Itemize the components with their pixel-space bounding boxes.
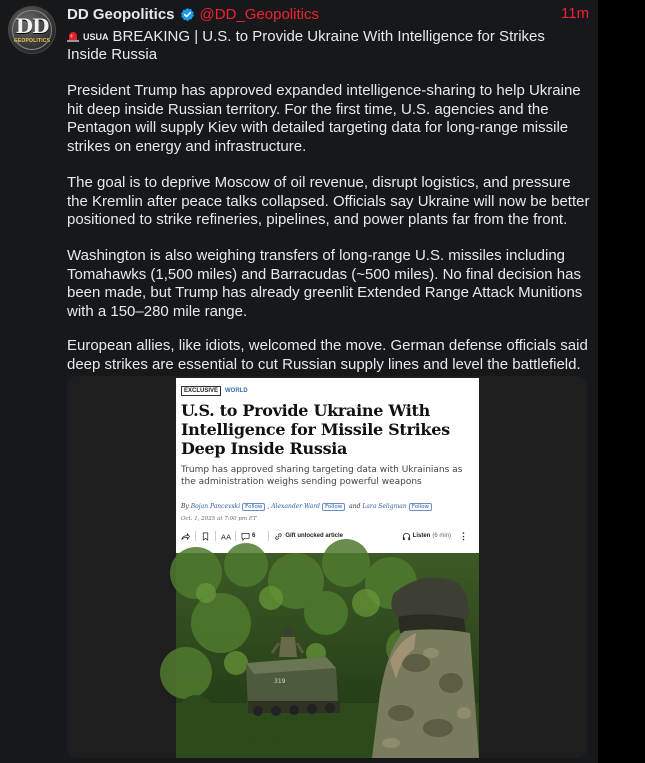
post-paragraph-4: European allies, like idiots, welcomed the move. German defense officials said deep strikes are essential to cut Russian supply lines and level the battlefield. <box>67 337 588 373</box>
author-handle[interactable]: @DD_Geopolitics <box>199 5 319 23</box>
right-gutter <box>598 0 645 763</box>
toolbar-divider <box>268 531 269 541</box>
follow-button-3: Follow <box>409 503 432 511</box>
link-icon <box>274 532 283 541</box>
gift-article-button <box>274 532 343 541</box>
listen-label: Listen <box>412 533 431 539</box>
byline-and: and <box>349 503 361 510</box>
comments-count: 6 <box>252 533 256 539</box>
follow-button-2: Follow <box>322 503 345 511</box>
tag-exclusive: EXCLUSIVE <box>181 386 221 396</box>
byline-author-2: Alexander Ward <box>271 503 320 510</box>
avatar-ring <box>12 10 52 50</box>
article-screenshot <box>176 378 479 758</box>
toolbar-divider <box>235 531 236 541</box>
verified-badge-icon <box>180 7 195 22</box>
byline-author-3: Lara Seligman <box>362 503 407 510</box>
headline-text: BREAKING | U.S. to Provide Ukraine With Intelligence for Strikes Inside Russia <box>67 28 545 63</box>
post-paragraph-2: The goal is to deprive Moscow of oil revenue, disrupt logistics, and pressure the Kremlin after peace talks collapsed. Officials say Ukraine will now be better positioned to strike refineries, pipelines, and power plants far from the front. <box>67 174 590 228</box>
post-paragraph-1: President Trump has approved expanded intelligence-sharing to help Ukraine hit deep inside Russian territory. For the first time, U.S. agencies and the Pentagon will supply Kiev with detailed targeting data for long-range missile strikes on energy and infrastructure. <box>67 82 581 155</box>
article-date: Oct. 1, 2025 at 7:00 pm ET <box>181 516 257 522</box>
vehicle-number: 319 <box>274 678 286 685</box>
avatar-initials: DD <box>15 14 49 38</box>
post-header <box>67 4 319 24</box>
article-tags <box>181 386 248 396</box>
svg-text:AA: AA <box>221 532 232 542</box>
siren-icon <box>67 31 79 42</box>
share-icon <box>181 532 190 541</box>
post-timestamp[interactable]: 11m <box>561 5 590 22</box>
bookmark-icon <box>201 532 210 541</box>
avatar[interactable] <box>8 6 56 54</box>
post-media[interactable] <box>67 376 587 758</box>
flag-label: USUA <box>83 32 109 42</box>
article-subtitle: Trump has approved sharing targeting data with Ukrainians as the administration weighs sending powerful weapons <box>181 465 463 487</box>
avatar-band-text: GEOPOLITICS <box>13 38 51 44</box>
article-toolbar <box>181 528 471 544</box>
toolbar-divider <box>195 531 196 541</box>
gift-label: Gift unlocked article <box>285 533 344 539</box>
tag-section: WORLD <box>225 388 248 394</box>
byline-author-1: Bojan Pancevski <box>190 503 241 510</box>
article-title: U.S. to Provide Ukraine With Intelligence for Missile Strikes Deep Inside Russia <box>181 401 450 458</box>
toolbar-divider <box>215 531 216 541</box>
listen-duration: (6 min) <box>432 533 451 539</box>
post-headline <box>67 28 572 64</box>
listen-button <box>402 532 451 541</box>
comments-button <box>241 532 255 541</box>
author-display-name[interactable]: DD Geopolitics <box>67 5 175 23</box>
more-options-icon: ⋮ <box>459 531 468 541</box>
post-paragraph-3: Washington is also weighing transfers of long-range U.S. missiles including Tomahawks (1,500 miles) and Barracudas (~500 miles). No final decision has been made, but Trump has already greenlit Extended Range Attack Munitions with a 150–280 mile range. <box>67 247 583 320</box>
headphones-icon <box>402 532 411 541</box>
article-photo <box>176 553 479 758</box>
follow-button-1: Follow <box>242 503 265 511</box>
byline-prefix: By <box>181 503 189 510</box>
comment-icon <box>241 532 250 541</box>
armored-vehicle <box>246 657 340 716</box>
text-size-icon <box>221 532 230 541</box>
article-byline: By Bojan Pancevski Follow , Alexander Ward Follow and Lara Seligman Follow <box>181 503 434 511</box>
